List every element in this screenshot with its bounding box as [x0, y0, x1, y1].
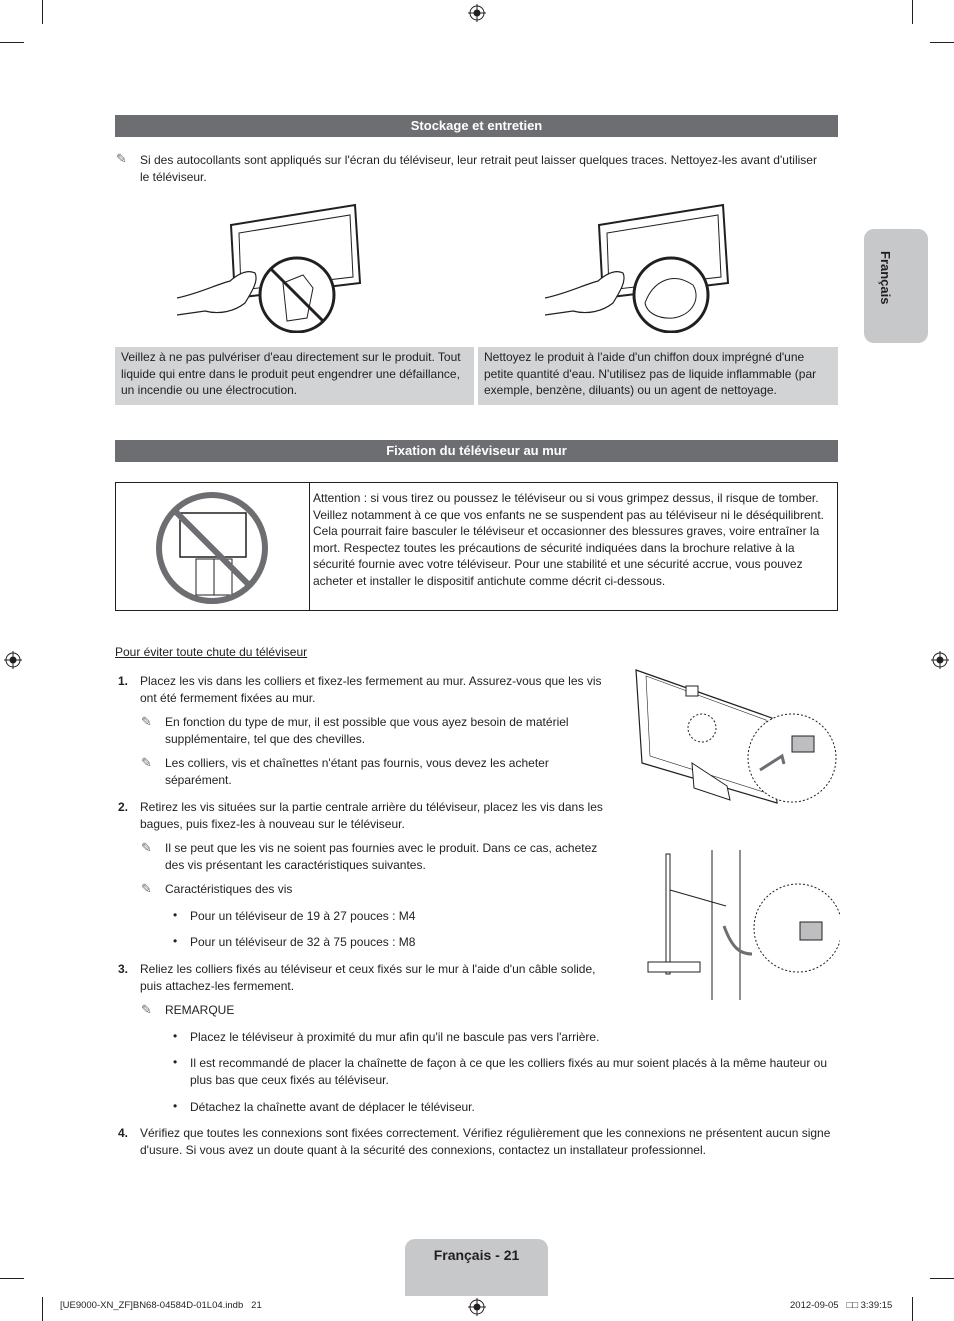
step-number: 3.: [118, 962, 129, 976]
footer-timestamp: 2012-09-05 □□ 3:39:15: [790, 1300, 893, 1311]
crop-mark: [0, 1278, 24, 1279]
step-3-note: REMARQUE: [165, 1003, 235, 1017]
step-3-bullet-2: Il est recommandé de placer la chaînette de façon à ce que les colliers fixés au mur soient placés à la même hauteur ou plus bas que ceux fixés au téléviseur.: [190, 1056, 828, 1087]
caption-spray-warning: Veillez à ne pas pulvériser d'eau directement sur le produit. Tout liquide qui entre dans le produit peut engendrer une défaillance, un incendie ou une électrocution.: [115, 347, 474, 405]
bullet-icon: •: [173, 1099, 178, 1113]
crop-mark: [930, 42, 954, 43]
step-number: 4.: [118, 1126, 129, 1140]
pencil-note-icon: ✎: [141, 881, 152, 896]
bullet-icon: •: [173, 934, 178, 948]
step-2-text: Retirez les vis situées sur la partie centrale arrière du téléviseur, placez les vis dans les bagues, puis fixez-les à nouveau sur le téléviseur.: [140, 800, 603, 831]
tv-wall-bracket-illustration: [632, 668, 842, 808]
bullet-icon: •: [173, 1055, 178, 1069]
pencil-note-icon: ✎: [141, 755, 152, 770]
crop-mark: [912, 1297, 913, 1321]
step-3-text: Reliez les colliers fixés au téléviseur et ceux fixés sur le mur à l'aide d'un câble solide, puis attachez-les fermement.: [140, 962, 596, 993]
step-4-text: Vérifiez que toutes les connexions sont fixées correctement. Vérifiez régulièrement que les connexions ne présentent aucun signe d'usure. Si vous avez un doute quant à la sécurité des connexions, contactez un installateur professionnel.: [140, 1126, 831, 1157]
pencil-note-icon: ✎: [141, 714, 152, 729]
pencil-note-icon: ✎: [141, 840, 152, 855]
cloth-cleaning-illustration: [543, 203, 733, 333]
registration-mark-icon: [468, 4, 486, 22]
section-heading-wall: Fixation du téléviseur au mur: [115, 440, 838, 462]
crop-mark: [0, 42, 24, 43]
warning-image-cell: [116, 483, 310, 610]
registration-mark-icon: [931, 651, 949, 669]
step-1-note-1: En fonction du type de mur, il est possible que vous ayez besoin de matériel supplémentaire, tel que des chevilles.: [165, 715, 569, 746]
warning-text: Attention : si vous tirez ou poussez le téléviseur ou si vous grimpez dessus, il risque de tomber. Veillez notamment à ce que vos enfants ne se suspendent pas au téléviseur ni le déséquilibrent. Cela pourrait faire basculer le téléviseur et occasionner des blessures graves, voire entraîner la mort. Respectez toutes les précautions de sécurité indiquées dans la brochure relative à la sécurité fournie avec votre téléviseur. Pour une stabilité et une sécurité accrue, vous pouvez acheter et installer le dispositif antichute comme décrit ci-dessous.: [313, 491, 824, 588]
step-1-text: Placez les vis dans les colliers et fixez-les fermement au mur. Assurez-vous que les vis ont été fermement fixées au mur.: [140, 674, 602, 705]
step-number: 1.: [118, 674, 129, 688]
step-2-note-2: Caractéristiques des vis: [165, 882, 293, 896]
bullet-icon: •: [173, 908, 178, 922]
storage-note: Si des autocollants sont appliqués sur l'écran du téléviseur, leur retrait peut laisser quelques traces. Nettoyez-les avant d'utiliser le téléviseur.: [140, 153, 817, 184]
bullet-icon: •: [173, 1029, 178, 1043]
step-number: 2.: [118, 800, 129, 814]
pencil-note-icon: ✎: [141, 1002, 152, 1017]
page-number-tab: Français - 21: [405, 1239, 548, 1296]
crop-mark: [42, 0, 43, 24]
step-1-note-2: Les colliers, vis et chaînettes n'étant pas fournis, vous devez les acheter séparément.: [165, 756, 549, 787]
step-2-note-1: Il se peut que les vis ne soient pas fournies avec le produit. Dans ce cas, achetez des vis présentant les caractéristiques suivantes.: [165, 841, 598, 872]
footer-file-info: [UE9000-XN_ZF]BN68-04584D-01L04.indb 21: [60, 1300, 262, 1311]
no-climbing-icon: [154, 491, 270, 605]
caption-cloth-cleaning: Nettoyez le produit à l'aide d'un chiffon doux imprégné d'une petite quantité d'eau. N'utilisez pas de liquide inflammable (par exemple, benzène, diluants) ou un agent de nettoyage.: [478, 347, 838, 405]
crop-mark: [42, 1297, 43, 1321]
step-3-bullet-3: Détachez la chaînette avant de déplacer le téléviseur.: [190, 1100, 475, 1114]
tv-side-wall-illustration: [640, 850, 840, 1000]
step-2-bullet-2: Pour un téléviseur de 32 à 75 pouces : M8: [190, 935, 416, 949]
language-side-tab-label: Français: [878, 251, 893, 305]
step-2-bullet-1: Pour un téléviseur de 19 à 27 pouces : M4: [190, 909, 416, 923]
warning-box: [115, 482, 838, 611]
registration-mark-icon: [4, 651, 22, 669]
pencil-note-icon: ✎: [116, 151, 127, 166]
crop-mark: [930, 1278, 954, 1279]
section-heading-storage: Stockage et entretien: [115, 115, 838, 137]
registration-mark-icon: [468, 1298, 486, 1316]
step-3-bullet-1: Placez le téléviseur à proximité du mur afin qu'il ne bascule pas vers l'arrière.: [190, 1030, 600, 1044]
spray-prohibited-illustration: [175, 203, 365, 333]
language-side-tab[interactable]: [864, 229, 928, 343]
crop-mark: [912, 0, 913, 24]
subheading-prevent-fall: Pour éviter toute chute du téléviseur: [115, 645, 308, 659]
